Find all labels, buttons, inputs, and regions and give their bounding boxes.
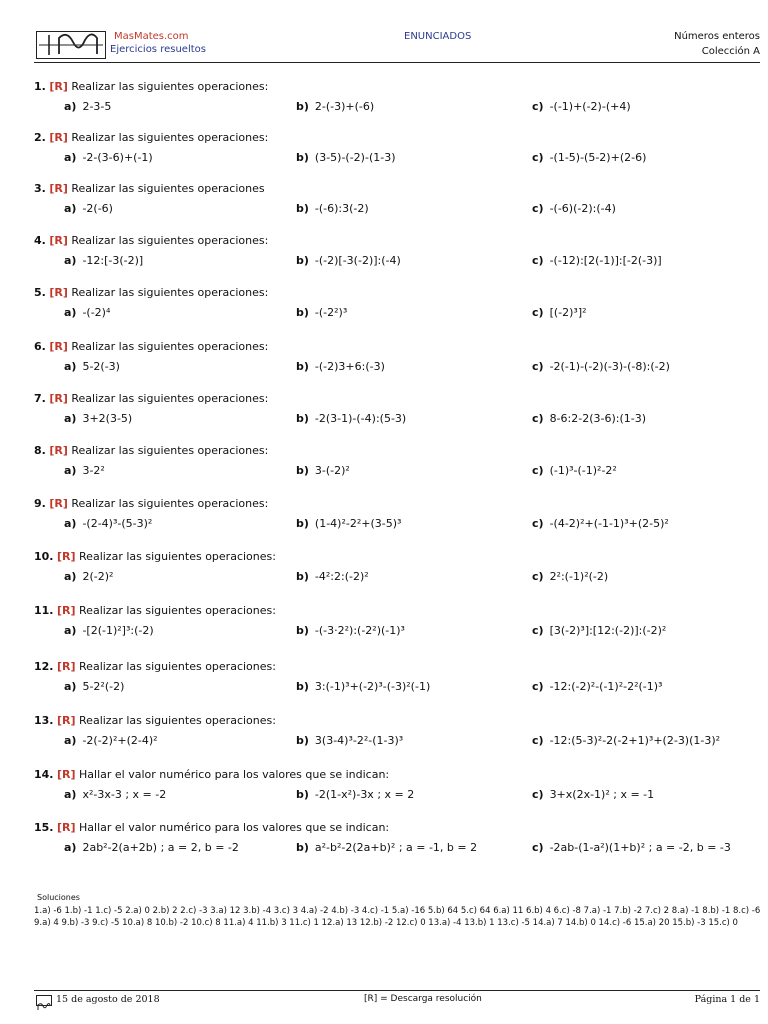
expression: -(-6)(-2):(-4): [549, 202, 616, 215]
document-title: ENUNCIADOS: [404, 31, 472, 42]
part-a: a) -12:[-3(-2)]: [64, 254, 144, 267]
part-c: c) -(1-5)-(5-2)+(2-6): [532, 151, 647, 164]
part-b: b) -(-3·2²):(-2²)(-1)³: [296, 624, 405, 637]
expression: -2(3-1)-(-4):(5-3): [314, 412, 407, 425]
exercise-prompt: Realizar las siguientes operaciones:: [71, 286, 269, 299]
exercise-prompt: Realizar las siguientes operaciones:: [71, 392, 269, 405]
expression: -2ab-(1-a²)(1+b)² ; a = -2, b = -3: [549, 841, 731, 854]
expression: -(2-4)³-(5-3)²: [82, 517, 153, 530]
expression: -(-2)[-3(-2)]:(-4): [314, 254, 401, 267]
resolution-link[interactable]: [R]: [49, 444, 68, 457]
brand-subtitle: Ejercicios resueltos: [110, 44, 206, 55]
part-b: b) 3:(-1)³+(-2)³-(-3)²(-1): [296, 680, 431, 693]
exercise: [34, 604, 754, 654]
expression: 2-3-5: [82, 100, 112, 113]
exercise: [34, 131, 754, 181]
part-a: a) -2(-6): [64, 202, 113, 215]
exercise-prompt: Realizar las siguientes operaciones:: [79, 714, 276, 727]
page-header: [34, 28, 760, 63]
expression: -2(-1)-(-2)(-3)-(-8):(-2): [549, 360, 670, 373]
exercise: [34, 821, 754, 871]
part-a: a) 2ab²-2(a+2b) ; a = 2, b = -2: [64, 841, 239, 854]
expression: -(-3·2²):(-2²)(-1)³: [314, 624, 405, 637]
part-a: a) 3-2²: [64, 464, 105, 477]
part-b: b) -(-6):3(-2): [296, 202, 369, 215]
expression: [(-2)³]²: [549, 306, 587, 319]
part-c: c) 3+x(2x-1)² ; x = -1: [532, 788, 655, 801]
resolution-link[interactable]: [R]: [49, 340, 68, 353]
resolution-link[interactable]: [R]: [57, 660, 76, 673]
expression: 3-(-2)²: [314, 464, 350, 477]
part-a: a) 3+2(3-5): [64, 412, 133, 425]
expression: x²-3x-3 ; x = -2: [82, 788, 167, 801]
exercise: [34, 340, 754, 390]
part-a: a) -[2(-1)²]³:(-2): [64, 624, 154, 637]
part-b: b) 3(3-4)³-2²-(1-3)³: [296, 734, 404, 747]
exercise-number: 14.: [34, 768, 54, 781]
expression: [3(-2)³]:[12:(-2)]:(-2)²: [549, 624, 667, 637]
part-c: c) -(-6)(-2):(-4): [532, 202, 616, 215]
expression: -(1-5)-(5-2)+(2-6): [549, 151, 647, 164]
resolution-link[interactable]: [R]: [57, 714, 76, 727]
expression: 2-(-3)+(-6): [314, 100, 375, 113]
part-c: c) -12:(5-3)²-2(-2+1)³+(2-3)(1-3)²: [532, 734, 721, 747]
expression: 3(3-4)³-2²-(1-3)³: [314, 734, 404, 747]
exercise-prompt: Realizar las siguientes operaciones:: [71, 234, 269, 247]
expression: -12:(-2)²-(-1)²-2²(-1)³: [549, 680, 663, 693]
exercise-number: 10.: [34, 550, 54, 563]
expression: 8-6:2-2(3-6):(1-3): [549, 412, 647, 425]
resolution-link[interactable]: [R]: [57, 768, 76, 781]
part-c: c) -12:(-2)²-(-1)²-2²(-1)³: [532, 680, 663, 693]
part-b: b) 2-(-3)+(-6): [296, 100, 375, 113]
part-b: b) -4²:2:(-2)²: [296, 570, 369, 583]
exercise-prompt: Hallar el valor numérico para los valores que se indican:: [79, 821, 390, 834]
part-a: a) -(-2)⁴: [64, 306, 111, 319]
part-a: a) 2-3-5: [64, 100, 112, 113]
part-a: a) 5-2(-3): [64, 360, 120, 373]
part-b: b) -2(3-1)-(-4):(5-3): [296, 412, 407, 425]
exercise-number: 1.: [34, 80, 46, 93]
expression: 5-2(-3): [82, 360, 120, 373]
exercise-prompt: Realizar las siguientes operaciones:: [79, 550, 276, 563]
part-b: b) 3-(-2)²: [296, 464, 350, 477]
exercise-number: 2.: [34, 131, 46, 144]
expression: 3-2²: [82, 464, 105, 477]
expression: -2(-6): [82, 202, 113, 215]
exercise-number: 3.: [34, 182, 46, 195]
part-b: b) -2(1-x²)-3x ; x = 2: [296, 788, 415, 801]
exercise-number: 9.: [34, 497, 46, 510]
expression: -12:(5-3)²-2(-2+1)³+(2-3)(1-3)²: [549, 734, 721, 747]
part-c: c) 2²:(-1)²(-2): [532, 570, 609, 583]
exercise-prompt: Realizar las siguientes operaciones:: [71, 80, 269, 93]
resolution-link[interactable]: [R]: [49, 234, 68, 247]
expression: -2-(3-6)+(-1): [82, 151, 153, 164]
page-footer: [34, 990, 760, 1009]
page-number: Página 1 de 1: [694, 994, 760, 1005]
expression: a²-b²-2(2a+b)² ; a = -1, b = 2: [314, 841, 478, 854]
expression: -12:[-3(-2)]: [82, 254, 144, 267]
part-c: c) (-1)³-(-1)²-2²: [532, 464, 617, 477]
exercise-number: 7.: [34, 392, 46, 405]
expression: (1-4)²-2²+(3-5)³: [314, 517, 402, 530]
exercise-prompt: Realizar las siguientes operaciones:: [79, 660, 276, 673]
expression: -(-2)⁴: [82, 306, 111, 319]
exercise-number: 4.: [34, 234, 46, 247]
exercise: [34, 392, 754, 442]
part-a: a) 5-2²(-2): [64, 680, 125, 693]
exercise-prompt: Realizar las siguientes operaciones:: [79, 604, 276, 617]
resolution-link[interactable]: [R]: [49, 182, 68, 195]
exercise-number: 15.: [34, 821, 54, 834]
solutions-title: Soluciones: [34, 893, 83, 902]
resolution-link[interactable]: [R]: [49, 131, 68, 144]
exercise: [34, 80, 754, 130]
part-b: b) -(-2²)³: [296, 306, 348, 319]
exercise: [34, 286, 754, 336]
masmates-logo[interactable]: [36, 31, 106, 59]
exercise-number: 11.: [34, 604, 54, 617]
exercise-number: 8.: [34, 444, 46, 457]
exercise: [34, 660, 754, 710]
part-c: c) -(-1)+(-2)-(+4): [532, 100, 631, 113]
expression: (-1)³-(-1)²-2²: [549, 464, 617, 477]
exercise-prompt: Hallar el valor numérico para los valores que se indican:: [79, 768, 390, 781]
exercise-number: 12.: [34, 660, 54, 673]
exercise: [34, 182, 754, 232]
collection-label: Colección A: [701, 46, 760, 57]
part-b: b) (3-5)-(-2)-(1-3): [296, 151, 396, 164]
expression: 2²:(-1)²(-2): [549, 570, 609, 583]
footer-legend: [R] = Descarga resolución: [364, 994, 482, 1004]
resolution-link[interactable]: [R]: [49, 497, 68, 510]
part-a: a) x²-3x-3 ; x = -2: [64, 788, 167, 801]
resolution-link[interactable]: [R]: [49, 286, 68, 299]
footer-logo-icon: [36, 995, 52, 1006]
expression: -2(-2)²+(2-4)²: [82, 734, 158, 747]
expression: 3+x(2x-1)² ; x = -1: [549, 788, 655, 801]
exercise-number: 5.: [34, 286, 46, 299]
exercise-number: 13.: [34, 714, 54, 727]
exercise: [34, 497, 754, 547]
exercise: [34, 550, 754, 600]
expression: -(-6):3(-2): [314, 202, 369, 215]
part-c: c) -2ab-(1-a²)(1+b)² ; a = -2, b = -3: [532, 841, 731, 854]
expression: 2ab²-2(a+2b) ; a = 2, b = -2: [82, 841, 239, 854]
part-b: b) -(-2)[-3(-2)]:(-4): [296, 254, 401, 267]
expression: -(4-2)²+(-1-1)³+(2-5)²: [549, 517, 669, 530]
expression: -(-12):[2(-1)]:[-2(-3)]: [549, 254, 662, 267]
exercise-prompt: Realizar las siguientes operaciones:: [71, 131, 269, 144]
part-b: b) a²-b²-2(2a+b)² ; a = -1, b = 2: [296, 841, 478, 854]
resolution-link[interactable]: [R]: [57, 550, 76, 563]
solutions-text: 1.a) -6 1.b) -1 1.c) -5 2.a) 0 2.b) 2 2.c) -3 3.a) 12 3.b) -4 3.c) 3 4.a) -2 4.b) -3 4.c) -1 5.a) -16 5.b) 64 5.c) 64 6.a) 11 6.b) 4 6.c) -8 7.a) -1 7.b) -2 7.c) 2 8.a) -1 8.b) -1 8.c) -6 9.a) 4 9.b) -3 9.c) -5 10.a) 8 10.b) -2 10.c) 8 11.a) 4 11.b) 3 11.c) 1 12.a) 13 12.b) -2 12.c) 0 13.a) -4 13.b) 1 13.c) -5 14.a) 7 14.b) 0 14.c) -6 15.a) 20 15.b) -3 15.c) 0: [34, 906, 761, 928]
resolution-link[interactable]: [R]: [49, 392, 68, 405]
part-a: a) -(2-4)³-(5-3)²: [64, 517, 153, 530]
part-c: c) 8-6:2-2(3-6):(1-3): [532, 412, 647, 425]
resolution-link[interactable]: [R]: [49, 80, 68, 93]
brand-name[interactable]: MasMates.com: [114, 31, 189, 42]
part-a: a) -2-(3-6)+(-1): [64, 151, 153, 164]
exercise: [34, 714, 754, 764]
exercise-prompt: Realizar las siguientes operaciones:: [71, 497, 269, 510]
expression: 3+2(3-5): [82, 412, 133, 425]
exercise: [34, 444, 754, 494]
resolution-link[interactable]: [R]: [57, 821, 76, 834]
part-a: a) -2(-2)²+(2-4)²: [64, 734, 158, 747]
exercise: [34, 768, 754, 818]
part-c: c) [(-2)³]²: [532, 306, 587, 319]
part-c: c) -(-12):[2(-1)]:[-2(-3)]: [532, 254, 662, 267]
expression: -(-1)+(-2)-(+4): [549, 100, 631, 113]
expression: 5-2²(-2): [82, 680, 125, 693]
exercise-prompt: Realizar las siguientes operaciones:: [71, 444, 269, 457]
exercise-prompt: Realizar las siguientes operaciones:: [71, 340, 269, 353]
topic-label: Números enteros: [674, 31, 760, 42]
part-c: c) -2(-1)-(-2)(-3)-(-8):(-2): [532, 360, 670, 373]
exercise-prompt: Realizar las siguientes operaciones: [71, 182, 265, 195]
expression: -[2(-1)²]³:(-2): [82, 624, 154, 637]
logo-wave-icon: [37, 32, 105, 58]
part-c: c) -(4-2)²+(-1-1)³+(2-5)²: [532, 517, 669, 530]
exercise: [34, 234, 754, 284]
resolution-link[interactable]: [R]: [57, 604, 76, 617]
expression: -2(1-x²)-3x ; x = 2: [314, 788, 415, 801]
part-a: a) 2(-2)²: [64, 570, 114, 583]
part-c: c) [3(-2)³]:[12:(-2)]:(-2)²: [532, 624, 667, 637]
expression: -(-2²)³: [314, 306, 348, 319]
expression: (3-5)-(-2)-(1-3): [314, 151, 396, 164]
expression: -4²:2:(-2)²: [314, 570, 369, 583]
expression: 3:(-1)³+(-2)³-(-3)²(-1): [314, 680, 431, 693]
expression: -(-2)3+6:(-3): [314, 360, 385, 373]
footer-date: 15 de agosto de 2018: [56, 994, 160, 1005]
exercise-number: 6.: [34, 340, 46, 353]
part-b: b) (1-4)²-2²+(3-5)³: [296, 517, 402, 530]
expression: 2(-2)²: [82, 570, 114, 583]
part-b: b) -(-2)3+6:(-3): [296, 360, 385, 373]
